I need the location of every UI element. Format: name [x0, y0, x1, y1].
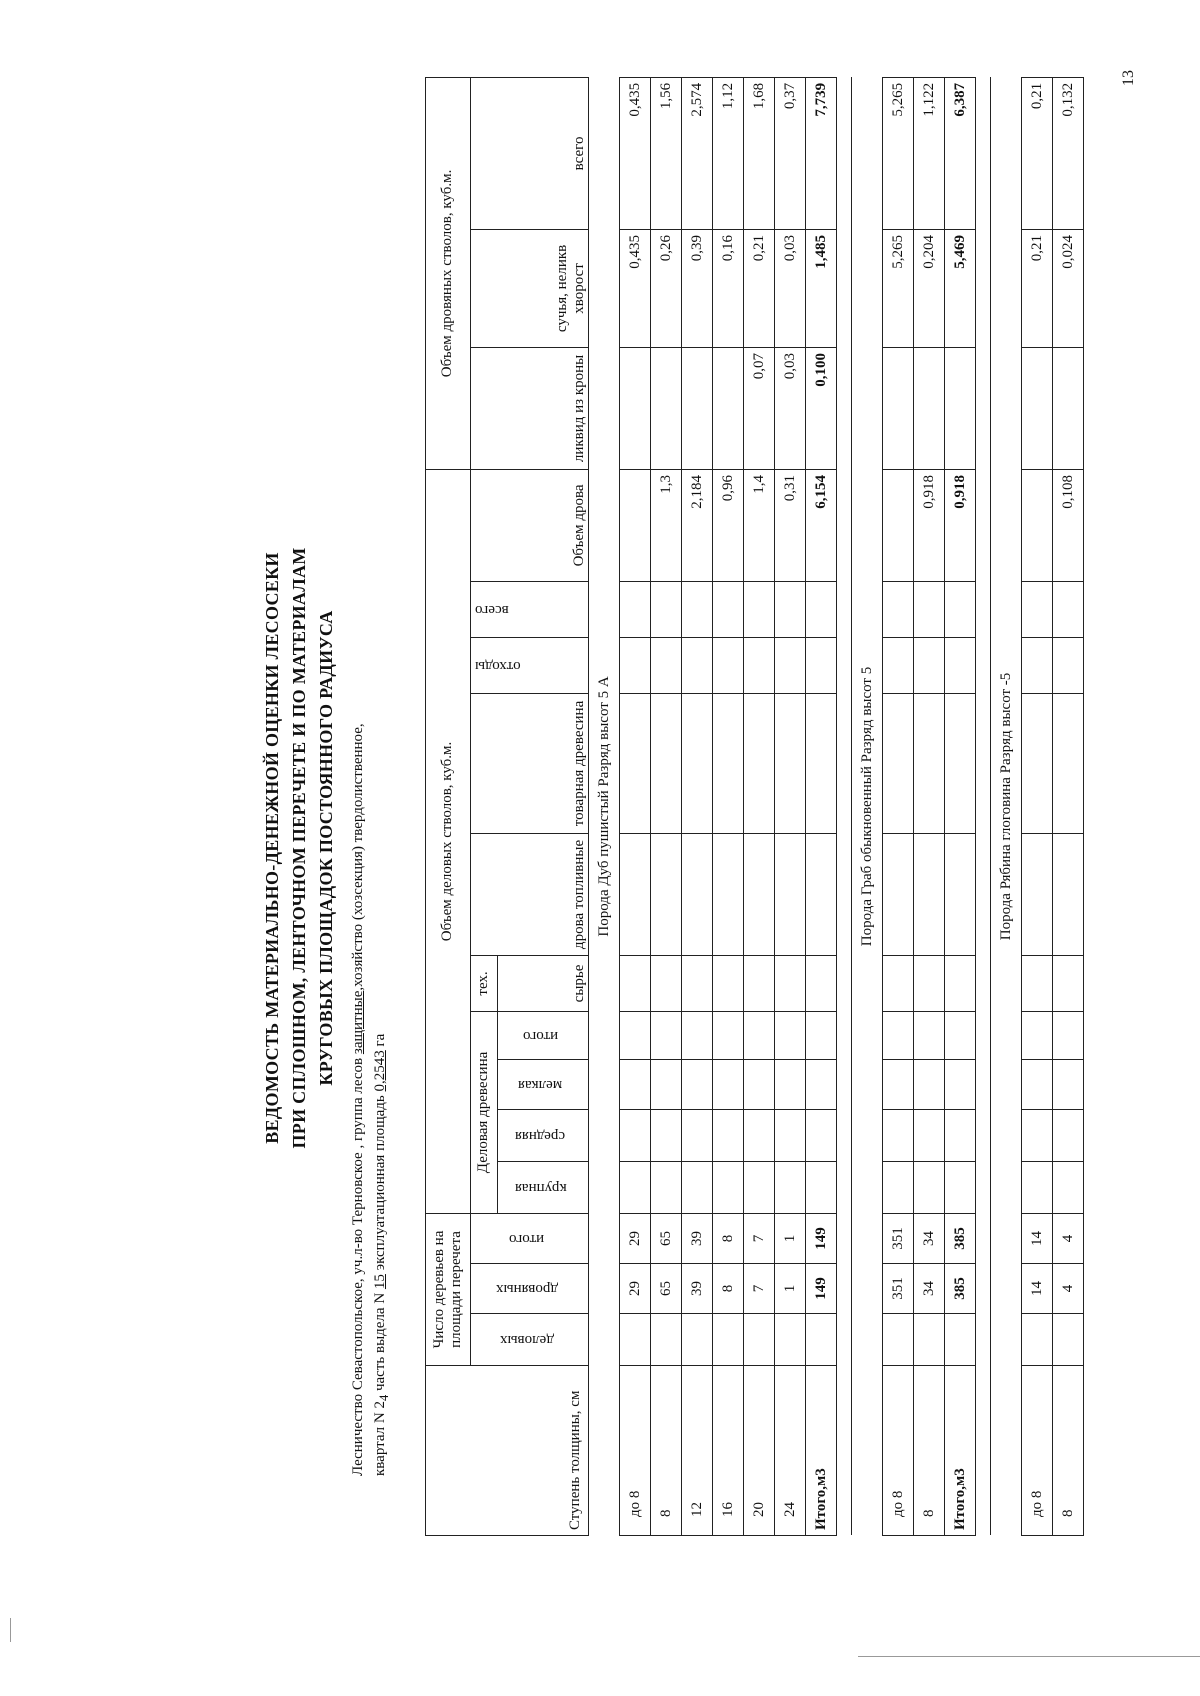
- cell-obd: 0,96: [713, 469, 744, 581]
- cell-k9: [682, 581, 713, 637]
- cell-k6: [1022, 833, 1053, 955]
- table-row: [713, 77, 744, 1535]
- cell-del: [914, 1314, 945, 1366]
- cell-such: 0,39: [682, 229, 713, 347]
- cell-it: 65: [651, 1213, 682, 1263]
- cell-k7: [806, 693, 837, 833]
- cell-del: [806, 1314, 837, 1366]
- cell-k8: [713, 637, 744, 693]
- cell-k3: [775, 1059, 806, 1109]
- cell-obd: 0,918: [914, 469, 945, 581]
- cell-k5: [682, 955, 713, 1011]
- cell-k6: [914, 833, 945, 955]
- cell-drov: 34: [914, 1264, 945, 1314]
- cell-drov: 65: [651, 1264, 682, 1314]
- cell-k7: [682, 693, 713, 833]
- cell-del: [1053, 1314, 1084, 1366]
- cell-del: [651, 1314, 682, 1366]
- table-row: [1022, 77, 1053, 1535]
- cell-k2: [806, 1109, 837, 1161]
- cell-k2: [883, 1109, 914, 1161]
- cell-k6: [744, 833, 775, 955]
- cell-lik: [1053, 347, 1084, 469]
- header-delovyh: деловых: [471, 1314, 589, 1366]
- section-gap: [976, 77, 991, 1535]
- cell-vs: 0,21: [1022, 77, 1053, 229]
- cell-such: 0,21: [1022, 229, 1053, 347]
- cell-k7: [651, 693, 682, 833]
- cell-such: 5,265: [883, 229, 914, 347]
- cell-such: 0,16: [713, 229, 744, 347]
- cell-k1: [744, 1161, 775, 1213]
- cell-k2: [713, 1109, 744, 1161]
- header-obem-delovyh: Объем деловых стволов, куб.м.: [426, 469, 471, 1213]
- cell-such: 0,204: [914, 229, 945, 347]
- cell-vs: 1,68: [744, 77, 775, 229]
- cell-k6: [682, 833, 713, 955]
- cell-k4: [775, 1011, 806, 1059]
- cell-k1: [914, 1161, 945, 1213]
- cell-k1: [713, 1161, 744, 1213]
- cell-k4: [914, 1011, 945, 1059]
- cell-del: [883, 1314, 914, 1366]
- cell-k4: [682, 1011, 713, 1059]
- cell-vs: 0,132: [1053, 77, 1084, 229]
- scan-edge-line: [858, 1656, 1200, 1657]
- header-obem-drova: Объем дрова: [471, 469, 589, 581]
- cell-obd: [1022, 469, 1053, 581]
- cell-k3: [1053, 1059, 1084, 1109]
- header-syrye: сырье: [498, 955, 589, 1011]
- cell-k4: [744, 1011, 775, 1059]
- cell-k6: [775, 833, 806, 955]
- cell-st: 12: [682, 1366, 713, 1536]
- cell-obd: 0,31: [775, 469, 806, 581]
- cell-k5: [945, 955, 976, 1011]
- header-chislo: Число деревьев на площади перечета: [426, 1213, 471, 1365]
- cell-drov: 149: [806, 1264, 837, 1314]
- header-obem-drovyanyh: Объем дровяных стволов, куб.м.: [426, 77, 471, 469]
- cell-k2: [620, 1109, 651, 1161]
- cell-it: 1: [775, 1213, 806, 1263]
- cell-k1: [1053, 1161, 1084, 1213]
- assessment-table: [425, 77, 1084, 1536]
- total-row: [945, 77, 976, 1535]
- cell-k2: [682, 1109, 713, 1161]
- cell-k5: [1022, 955, 1053, 1011]
- section-gap: [837, 77, 852, 1535]
- cell-k3: [806, 1059, 837, 1109]
- cell-lik: [682, 347, 713, 469]
- cell-k7: [775, 693, 806, 833]
- table-header: [426, 77, 589, 1535]
- header-vsego: всего: [471, 581, 589, 637]
- cell-st: Итого,м3: [945, 1366, 976, 1536]
- section-title: Порода Дуб пушистый Разряд высот 5 А: [589, 77, 620, 1535]
- cell-k9: [775, 581, 806, 637]
- cell-k9: [1053, 581, 1084, 637]
- cell-lik: [651, 347, 682, 469]
- scan-edge-mark: [10, 1618, 11, 1642]
- cell-vs: 0,37: [775, 77, 806, 229]
- cell-k7: [945, 693, 976, 833]
- cell-obd: [620, 469, 651, 581]
- cell-lik: 0,07: [744, 347, 775, 469]
- cell-k5: [1053, 955, 1084, 1011]
- cell-it: 149: [806, 1213, 837, 1263]
- cell-k2: [1053, 1109, 1084, 1161]
- cell-obd: 0,918: [945, 469, 976, 581]
- title-line-3: КРУГОВЫХ ПЛОЩАДОК ПОСТОЯННОГО РАДИУСА: [316, 610, 336, 1086]
- cell-k1: [806, 1161, 837, 1213]
- table-row: [1053, 77, 1084, 1535]
- cell-vs: 7,739: [806, 77, 837, 229]
- cell-k3: [651, 1059, 682, 1109]
- cell-obd: [883, 469, 914, 581]
- cell-drov: 4: [1053, 1264, 1084, 1314]
- cell-k7: [1022, 693, 1053, 833]
- cell-lik: [713, 347, 744, 469]
- table-row: [883, 77, 914, 1535]
- header-tovarnaya: товарная древесина: [471, 693, 589, 833]
- cell-del: [744, 1314, 775, 1366]
- cell-k1: [620, 1161, 651, 1213]
- cell-k1: [945, 1161, 976, 1213]
- info-line-2: квартал N $2_4$ часть выдела N 15 эксплуатационная площадь 0,2543 га: [372, 1033, 391, 1476]
- cell-k9: [713, 581, 744, 637]
- cell-obd: 6,154: [806, 469, 837, 581]
- table-row: [651, 77, 682, 1535]
- cell-k1: [1022, 1161, 1053, 1213]
- cell-k8: [651, 637, 682, 693]
- table-row: [744, 77, 775, 1535]
- cell-k3: [1022, 1059, 1053, 1109]
- cell-k8: [945, 637, 976, 693]
- cell-st: до 8: [620, 1366, 651, 1536]
- cell-k8: [620, 637, 651, 693]
- header-delovaya: Деловая древесина: [471, 1011, 498, 1213]
- cell-it: 4: [1053, 1213, 1084, 1263]
- cell-del: [620, 1314, 651, 1366]
- table-row: [620, 77, 651, 1535]
- cell-k8: [883, 637, 914, 693]
- header-likvid: ликвид из кроны: [471, 347, 589, 469]
- cell-st: 8: [1053, 1366, 1084, 1536]
- section-title-row: [852, 77, 883, 1535]
- cell-k6: [713, 833, 744, 955]
- cell-k2: [1022, 1109, 1053, 1161]
- info-line-1: Лесничество Севастопольское, уч.л-во Терновское , группа лесов защитные,хозяйство (хозсекция) твердолиственное,: [350, 723, 366, 1476]
- section-title: Порода Рябина глоговина Разряд высот -5: [991, 77, 1022, 1535]
- table-row: [914, 77, 945, 1535]
- cell-k8: [1053, 637, 1084, 693]
- title-line-1: ВЕДОМОСТЬ МАТЕРИАЛЬНО-ДЕНЕЖНОЙ ОЦЕНКИ ЛЕСОСЕКИ: [262, 552, 282, 1144]
- cell-k9: [945, 581, 976, 637]
- cell-drov: 8: [713, 1264, 744, 1314]
- cell-k4: [1022, 1011, 1053, 1059]
- cell-lik: 0,03: [775, 347, 806, 469]
- cell-k6: [620, 833, 651, 955]
- cell-k2: [651, 1109, 682, 1161]
- cell-k9: [883, 581, 914, 637]
- cell-k8: [744, 637, 775, 693]
- cell-lik: [1022, 347, 1053, 469]
- cell-k5: [806, 955, 837, 1011]
- cell-k5: [744, 955, 775, 1011]
- cell-such: 5,469: [945, 229, 976, 347]
- section-title-row: [589, 77, 620, 1535]
- cell-it: 14: [1022, 1213, 1053, 1263]
- cell-vs: 5,265: [883, 77, 914, 229]
- cell-k5: [914, 955, 945, 1011]
- cell-k6: [806, 833, 837, 955]
- header-drova-topl: дрова топливные: [471, 833, 589, 955]
- cell-lik: 0,100: [806, 347, 837, 469]
- cell-obd: 0,108: [1053, 469, 1084, 581]
- cell-k9: [651, 581, 682, 637]
- cell-lik: [620, 347, 651, 469]
- cell-k4: [806, 1011, 837, 1059]
- cell-drov: 7: [744, 1264, 775, 1314]
- cell-it: 39: [682, 1213, 713, 1263]
- cell-such: 0,26: [651, 229, 682, 347]
- cell-k6: [945, 833, 976, 955]
- cell-st: 24: [775, 1366, 806, 1536]
- cell-k1: [682, 1161, 713, 1213]
- cell-drov: 351: [883, 1264, 914, 1314]
- cell-k2: [945, 1109, 976, 1161]
- cell-k1: [651, 1161, 682, 1213]
- cell-k4: [713, 1011, 744, 1059]
- table-row: [682, 77, 713, 1535]
- cell-k9: [620, 581, 651, 637]
- cell-st: 16: [713, 1366, 744, 1536]
- cell-st: до 8: [883, 1366, 914, 1536]
- title-line-2: ПРИ СПЛОШНОМ, ЛЕНТОЧНОМ ПЕРЕЧЕТЕ И ПО МАТЕРИАЛАМ: [289, 547, 309, 1149]
- header-itogo: итого: [471, 1213, 589, 1263]
- cell-k5: [620, 955, 651, 1011]
- cell-del: [1022, 1314, 1053, 1366]
- cell-k7: [1053, 693, 1084, 833]
- header-vsego-2: всего: [471, 77, 589, 229]
- cell-k9: [806, 581, 837, 637]
- cell-it: 385: [945, 1213, 976, 1263]
- header-srednyaya: средняя: [498, 1109, 589, 1161]
- cell-drov: 39: [682, 1264, 713, 1314]
- cell-it: 7: [744, 1213, 775, 1263]
- cell-obd: 1,3: [651, 469, 682, 581]
- cell-it: 8: [713, 1213, 744, 1263]
- header-stupen: Ступень толщины, см: [426, 1366, 589, 1536]
- cell-k6: [883, 833, 914, 955]
- header-drovyanyh: дровяных: [471, 1264, 589, 1314]
- table-body: [589, 77, 1084, 1535]
- cell-k3: [914, 1059, 945, 1109]
- cell-it: 29: [620, 1213, 651, 1263]
- cell-k4: [1053, 1011, 1084, 1059]
- cell-drov: 29: [620, 1264, 651, 1314]
- cell-k5: [713, 955, 744, 1011]
- header-teh: тех.: [471, 955, 498, 1011]
- cell-lik: [945, 347, 976, 469]
- cell-such: 0,03: [775, 229, 806, 347]
- cell-k1: [883, 1161, 914, 1213]
- cell-k2: [744, 1109, 775, 1161]
- cell-vs: 1,12: [713, 77, 744, 229]
- cell-k6: [1053, 833, 1084, 955]
- cell-k3: [713, 1059, 744, 1109]
- cell-vs: 2,574: [682, 77, 713, 229]
- cell-del: [713, 1314, 744, 1366]
- cell-k4: [883, 1011, 914, 1059]
- cell-st: 8: [914, 1366, 945, 1536]
- cell-k3: [682, 1059, 713, 1109]
- cell-vs: 1,122: [914, 77, 945, 229]
- cell-lik: [883, 347, 914, 469]
- cell-st: 20: [744, 1366, 775, 1536]
- cell-k3: [945, 1059, 976, 1109]
- cell-k8: [914, 637, 945, 693]
- cell-vs: 1,56: [651, 77, 682, 229]
- section-title: Порода Граб обыкновенный Разряд высот 5: [852, 77, 883, 1535]
- header-suchya: сучья, неликв хворост: [471, 229, 589, 347]
- cell-drov: 385: [945, 1264, 976, 1314]
- cell-k2: [775, 1109, 806, 1161]
- cell-del: [775, 1314, 806, 1366]
- cell-k1: [775, 1161, 806, 1213]
- cell-such: 0,435: [620, 229, 651, 347]
- page-number: 13: [1120, 70, 1137, 86]
- cell-st: до 8: [1022, 1366, 1053, 1536]
- cell-k6: [651, 833, 682, 955]
- cell-k5: [775, 955, 806, 1011]
- cell-k7: [620, 693, 651, 833]
- cell-it: 351: [883, 1213, 914, 1263]
- cell-k3: [620, 1059, 651, 1109]
- cell-k4: [651, 1011, 682, 1059]
- cell-it: 34: [914, 1213, 945, 1263]
- cell-drov: 1: [775, 1264, 806, 1314]
- cell-k8: [806, 637, 837, 693]
- cell-vs: 6,387: [945, 77, 976, 229]
- cell-k7: [883, 693, 914, 833]
- cell-k9: [744, 581, 775, 637]
- header-krupnaya: крупная: [498, 1161, 589, 1213]
- total-row: [806, 77, 837, 1535]
- cell-drov: 14: [1022, 1264, 1053, 1314]
- cell-del: [945, 1314, 976, 1366]
- table-row: [775, 77, 806, 1535]
- cell-k7: [744, 693, 775, 833]
- cell-k7: [713, 693, 744, 833]
- cell-st: Итого,м3: [806, 1366, 837, 1536]
- cell-st: 8: [651, 1366, 682, 1536]
- cell-such: 1,485: [806, 229, 837, 347]
- cell-lik: [914, 347, 945, 469]
- header-othody: отходы: [471, 637, 589, 693]
- cell-del: [682, 1314, 713, 1366]
- cell-vs: 0,435: [620, 77, 651, 229]
- cell-k9: [914, 581, 945, 637]
- cell-k5: [651, 955, 682, 1011]
- cell-k4: [945, 1011, 976, 1059]
- cell-such: 0,024: [1053, 229, 1084, 347]
- header-itogo-2: итого: [498, 1011, 589, 1059]
- cell-k9: [1022, 581, 1053, 637]
- cell-obd: 2,184: [682, 469, 713, 581]
- cell-k8: [775, 637, 806, 693]
- cell-k7: [914, 693, 945, 833]
- cell-k3: [744, 1059, 775, 1109]
- cell-k4: [620, 1011, 651, 1059]
- section-title-row: [991, 77, 1022, 1535]
- cell-k2: [914, 1109, 945, 1161]
- cell-k3: [883, 1059, 914, 1109]
- cell-such: 0,21: [744, 229, 775, 347]
- cell-obd: 1,4: [744, 469, 775, 581]
- cell-k5: [883, 955, 914, 1011]
- cell-k8: [682, 637, 713, 693]
- cell-k8: [1022, 637, 1053, 693]
- header-melkaya: мелкая: [498, 1059, 589, 1109]
